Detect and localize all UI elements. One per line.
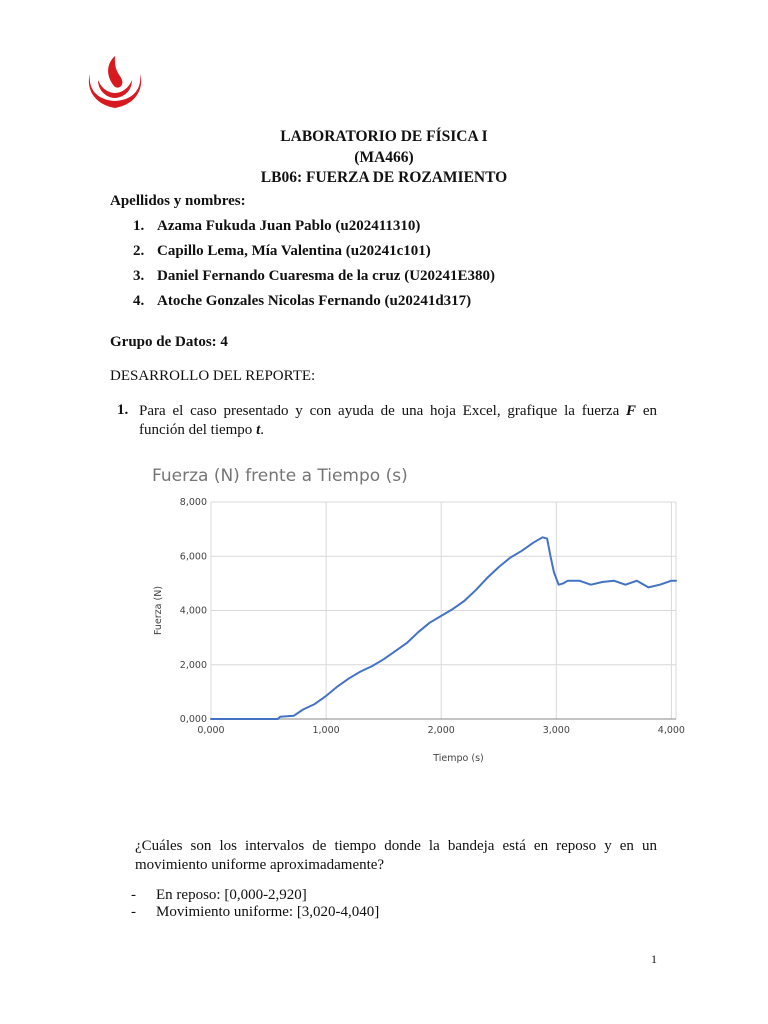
question-1-line-1 bbox=[139, 402, 657, 421]
author-item-2 bbox=[133, 243, 431, 260]
answer-dash: - bbox=[131, 887, 136, 903]
x-tick-label: 1,000 bbox=[312, 725, 340, 736]
author-name: Atoche Gonzales Nicolas Fernando (u20241d317) bbox=[157, 293, 472, 309]
title-line-3: LB06: FUERZA DE ROZAMIENTO bbox=[260, 169, 508, 186]
question-1-text bbox=[139, 402, 657, 440]
y-tick-label: 6,000 bbox=[179, 551, 207, 563]
data-group: Grupo de Datos: 4 bbox=[110, 334, 228, 350]
author-number: 1. bbox=[133, 218, 145, 234]
author-name: Capillo Lema, Mía Valentina (u20241c101) bbox=[157, 243, 431, 259]
question-number: 1. bbox=[117, 402, 129, 418]
section-heading: DESARROLLO DEL REPORTE: bbox=[110, 368, 316, 384]
author-number: 4. bbox=[133, 293, 145, 309]
variable-t: t bbox=[256, 422, 261, 438]
chart-plot bbox=[148, 462, 688, 772]
question-1-text-c: función del tiempo bbox=[139, 422, 257, 438]
page-number: 1 bbox=[651, 952, 657, 966]
y-axis-title: Fuerza (N) bbox=[153, 585, 164, 636]
question-1-line-2 bbox=[139, 421, 657, 440]
question-1-text-d: . bbox=[260, 422, 264, 438]
authors-label: Apellidos y nombres: bbox=[110, 193, 246, 209]
question-line-1: ¿Cuáles son los intervalos de tiempo donde la bandeja está en reposo y en un bbox=[135, 838, 657, 854]
chart-title: Fuerza (N) frente a Tiempo (s) bbox=[152, 466, 408, 486]
force-series-line bbox=[211, 537, 676, 719]
x-tick-label: 3,000 bbox=[542, 725, 570, 736]
x-tick-label: 4,000 bbox=[657, 725, 685, 736]
title-line-1: LABORATORIO DE FÍSICA I bbox=[280, 128, 488, 145]
y-tick-label: 2,000 bbox=[179, 659, 207, 671]
question-paragraph bbox=[135, 837, 657, 875]
answer-dash: - bbox=[131, 904, 136, 920]
y-tick-label: 8,000 bbox=[179, 497, 207, 508]
university-logo bbox=[84, 52, 146, 112]
answer-text: En reposo: [0,000-2,920] bbox=[156, 887, 307, 903]
x-tick-label: 0,000 bbox=[197, 725, 225, 736]
question-line-2: movimiento uniforme aproximadamente? bbox=[135, 857, 385, 873]
force-time-chart bbox=[148, 462, 688, 772]
variable-f: F bbox=[626, 403, 637, 419]
answer-item-2 bbox=[131, 904, 379, 921]
x-axis-title: Tiempo (s) bbox=[433, 753, 484, 764]
author-item-3 bbox=[133, 268, 495, 285]
logo-top-flame bbox=[108, 56, 122, 88]
answer-item-1 bbox=[131, 887, 307, 904]
y-tick-label: 4,000 bbox=[179, 605, 207, 617]
author-name: Azama Fukuda Juan Pablo (u202411310) bbox=[157, 218, 421, 234]
author-name: Daniel Fernando Cuaresma de la cruz (U20241E380) bbox=[157, 268, 496, 284]
author-number: 2. bbox=[133, 243, 145, 259]
title-line-2: (MA466) bbox=[354, 149, 414, 166]
author-item-4 bbox=[133, 293, 471, 310]
question-1-text-a: Para el caso presentado y con ayuda de una hoja Excel, grafique la fuerza bbox=[139, 403, 627, 419]
question-1-text-b: en bbox=[636, 403, 658, 419]
answer-text: Movimiento uniforme: [3,020-4,040] bbox=[156, 904, 380, 920]
x-tick-label: 2,000 bbox=[427, 725, 455, 736]
y-tick-label: 0,000 bbox=[179, 714, 207, 725]
author-number: 3. bbox=[133, 268, 145, 284]
author-item-1 bbox=[133, 218, 420, 235]
